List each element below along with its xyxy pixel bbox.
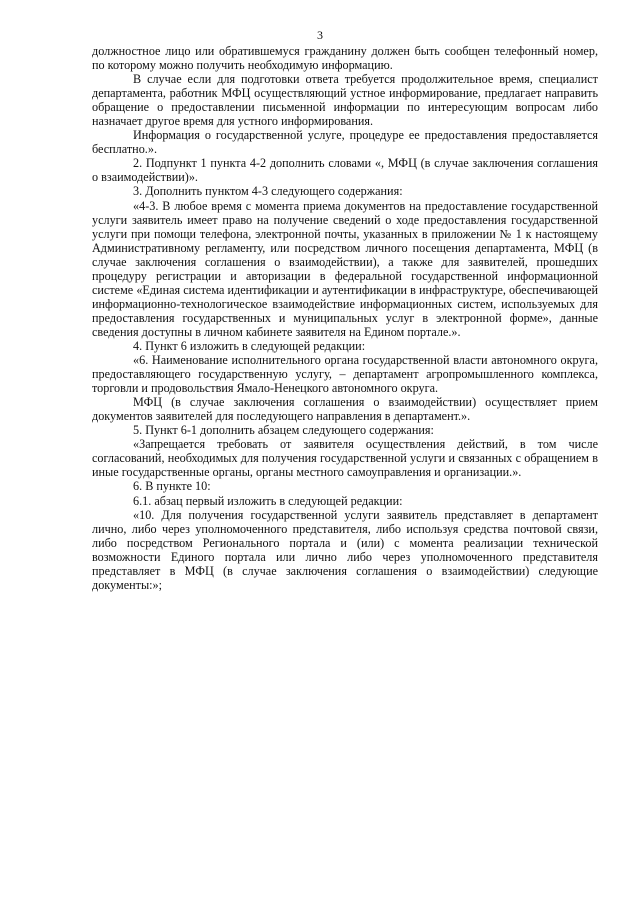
paragraph-clause-6: «6. Наименование исполнительного органа государственной власти автономного округа, предоставляющего государственную услугу, – департамент агропромышленного комплекса, торговли и продовольствия Ямало-Ненецкого автономного округа. — [92, 353, 598, 396]
paragraph-prohibition: «Запрещается требовать от заявителя осуществления действий, в том числе согласований, необходимых для получения государственной услуги и связанных с обращением в иные государственные органы, органы местного самоуправления и организации.». — [92, 437, 598, 480]
paragraph-clause-4-3: «4-3. В любое время с момента приема документов на предоставление государственной услуги заявитель имеет право на получение сведений о ходе предоставления государственной услуги при помощи телефона, электронной почты, указанных в приложении № 1 к настоящему Административному регламенту, или посредством личного посещения департамента, МФЦ (в случае заключения соглашения о взаимодействии), а также для заявителей, прошедших процедуру регистрации и авторизации в федеральной государственной информационной системе «Единая система идентификации и аутентификации в инфраструктуре, обеспечивающей информационно-технологическое взаимодействие информационных систем, используемых для предоставления государственных и муниципальных услуг в электронной форме», данные сведения доступны в личном кабинете заявителя на Едином портале.». — [92, 198, 598, 339]
paragraph-amendment-2: 2. Подпункт 1 пункта 4-2 дополнить словами «, МФЦ (в случае заключения соглашения о взаимодействии)». — [92, 156, 598, 185]
paragraph-mfc: МФЦ (в случае заключения соглашения о взаимодействии) осуществляет прием документов заявителей для последующего направления в департамент.». — [92, 395, 598, 424]
paragraph-amendment-4: 4. Пункт 6 изложить в следующей редакции: — [133, 338, 366, 353]
paragraph-amendment-5: 5. Пункт 6-1 дополнить абзацем следующего содержания: — [133, 423, 434, 438]
document-body — [92, 44, 598, 592]
paragraph-amendment-6-1: 6.1. абзац первый изложить в следующей редакции: — [133, 493, 403, 508]
page-number: 3 — [317, 28, 323, 42]
paragraph-long-answer: В случае если для подготовки ответа требуется продолжительное время, специалист департамента, работник МФЦ осуществляющий устное информирование, предлагает направить обращение о предоставлении письменной информации по интересующим вопросам либо назначает другое время для устного информирования. — [92, 72, 598, 129]
paragraph-amendment-6: 6. В пункте 10: — [133, 479, 211, 494]
paragraph-clause-10: «10. Для получения государственной услуги заявитель представляет в департамент лично, либо через уполномоченного представителя, либо используя средства почтовой связи, либо посредством Регионального портала и (или) с момента реализации технической возможности Единого портала или лично либо через уполномоченного представителя представляет в МФЦ (в случае заключения соглашения о взаимодействии) следующие документы:»; — [92, 507, 598, 592]
paragraph-continuation: должностное лицо или обратившемуся гражданину должен быть сообщен телефонный номер, по которому можно получить необходимую информацию. — [92, 44, 598, 73]
paragraph-free-info: Информация о государственной услуге, процедуре ее предоставления предоставляется бесплатно.». — [92, 128, 598, 157]
paragraph-amendment-3: 3. Дополнить пунктом 4-3 следующего содержания: — [133, 184, 403, 199]
